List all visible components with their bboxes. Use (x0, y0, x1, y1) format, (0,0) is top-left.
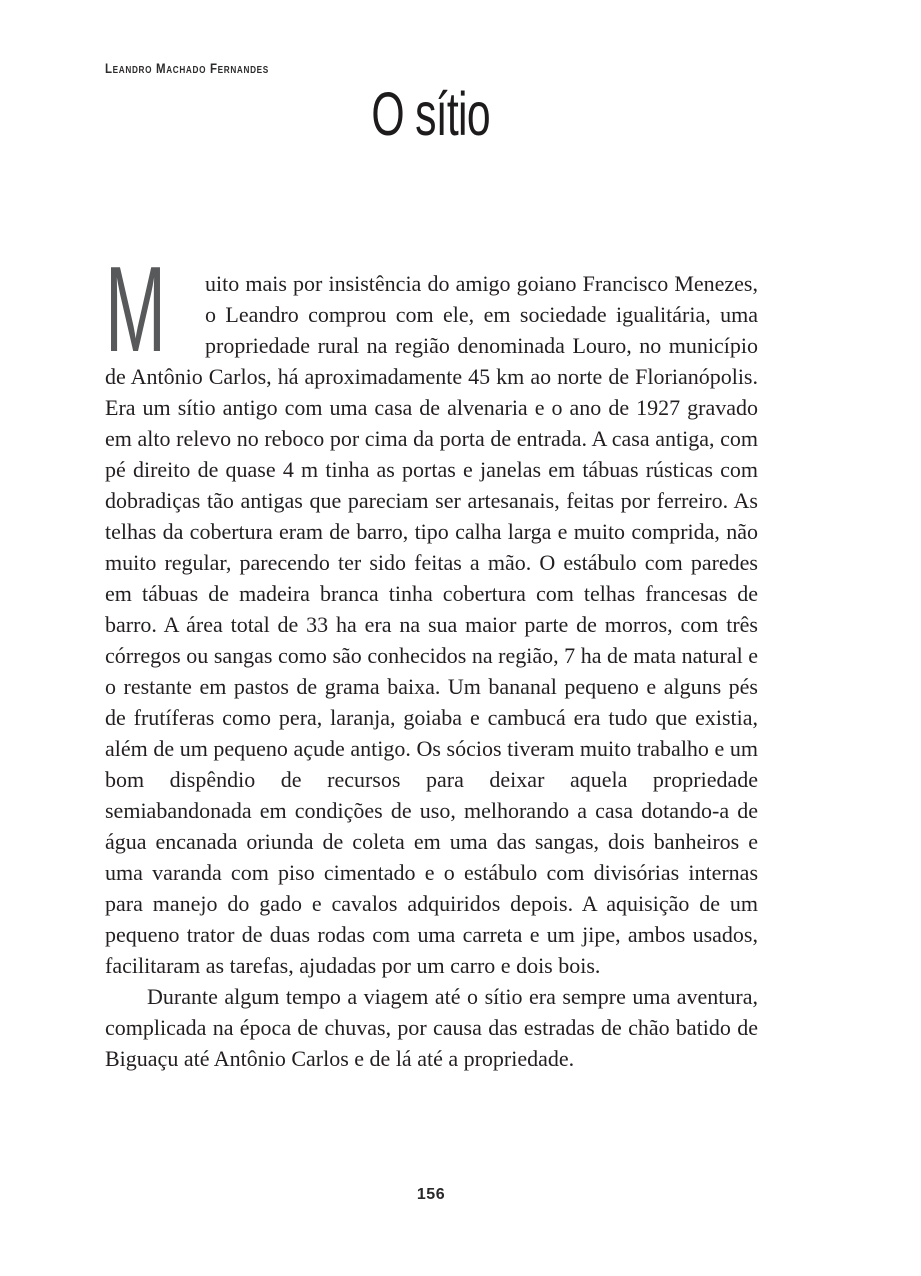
running-header: Leandro Machado Fernandes (105, 60, 269, 76)
drop-cap-letter: M (105, 241, 166, 377)
body-text (105, 241, 758, 1074)
paragraph-first-text: uito mais por insistência do amigo goiano Francisco Menezes, o Leandro comprou com ele, em sociedade igualitária, uma propriedade rural na região denominada Louro, no município de Antônio Carlos, há aproximadamente 45 km ao norte de Florianópolis. Era um sítio antigo com uma casa de alvenaria e o ano de 1927 gravado em alto relevo no reboco por cima da porta de entrada. A casa antiga, com pé direito de quase 4 m tinha as portas e janelas em tábuas rústicas com dobradiças tão antigas que pareciam ser artesanais, feitas por ferreiro. As telhas da cobertura eram de barro, tipo calha larga e muito comprida, não muito regular, parecendo ter sido feitas a mão. O estábulo com paredes em tábuas de madeira branca tinha cobertura com telhas francesas de barro. A área total de 33 ha era na sua maior parte de morros, com três córregos ou sangas como são conhecidos na região, 7 ha de mata natural e o restante em pastos de grama baixa. Um bananal pequeno e alguns pés de frutíferas como pera, laranja, goiaba e cambucá era tudo que existia, além de um pequeno açude antigo. Os sócios tiveram muito trabalho e um bom dispêndio de recursos para deixar aquela propriedade semiabandonada em condições de uso, melhorando a casa dotando-a de água encanada oriunda de coleta em uma das sangas, dois banheiros e uma varanda com piso cimentado e o estábulo com divisórias internas para manejo do gado e cavalos adquiridos depois. A aquisição de um pequeno trator de duas rodas com uma carreta e um jipe, ambos usados, facilitaram as tarefas, ajudadas por um carro e dois bois. (105, 271, 758, 978)
paragraph-first (105, 241, 758, 981)
chapter-title (105, 80, 757, 148)
drop-cap (105, 241, 205, 377)
paragraph-second: Durante algum tempo a viagem até o sítio era sempre uma aventura, complicada na época de chuvas, por causa das estradas de chão batido de Biguaçu até Antônio Carlos e de lá até a propriedade. (105, 984, 758, 1071)
page-number: 156 (416, 1186, 446, 1203)
chapter-title-text: O sítio (371, 80, 491, 148)
